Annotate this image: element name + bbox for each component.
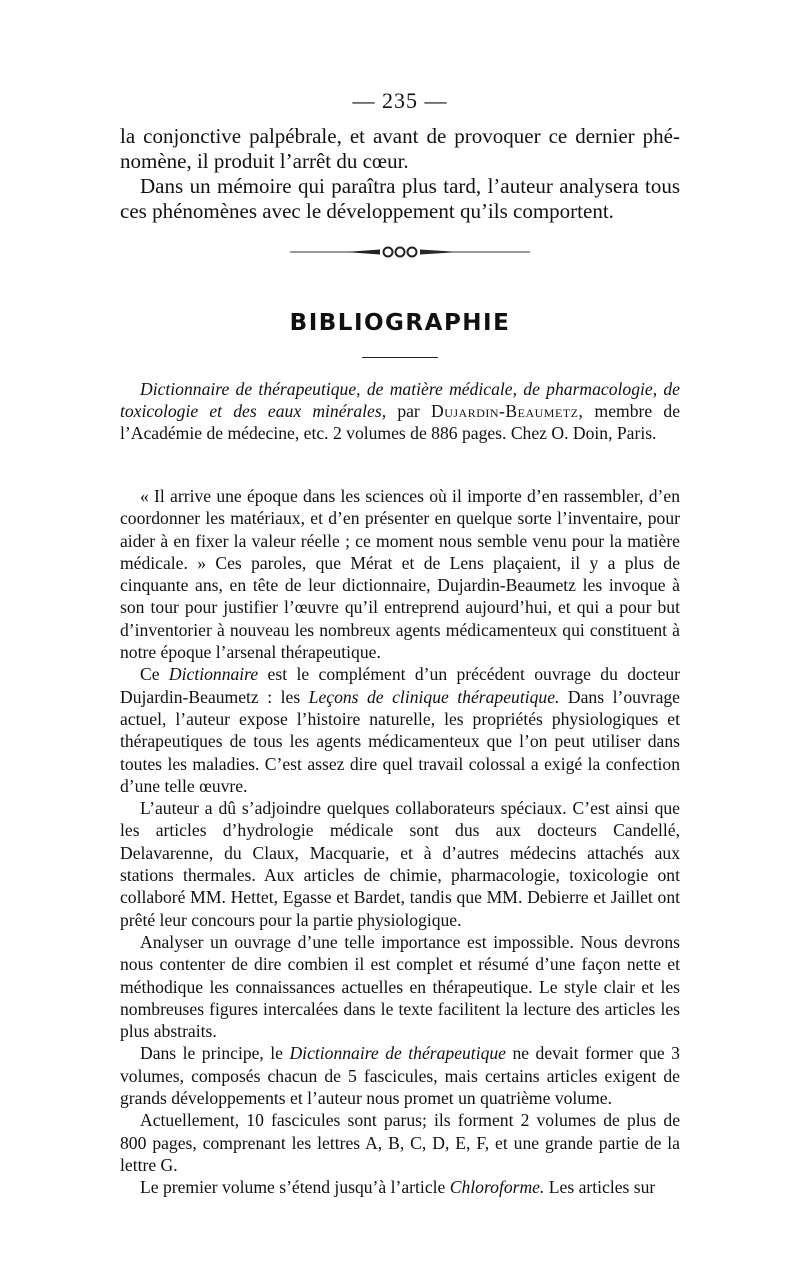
text-run: Dans le principe, le <box>140 1043 290 1064</box>
text-run: Le premier volume s’étend jusqu’à l’article <box>140 1177 450 1198</box>
italic-title-run: Leçons de clinique thérapeutique. <box>308 686 560 707</box>
reference-author: Dujardin-Beaumetz, <box>431 401 584 422</box>
italic-title-run: Chloroforme. <box>449 1177 545 1198</box>
paragraph-3: L’auteur a dû s’adjoindre quelques collaborateurs spéciaux. C’est ainsi que les articles d’hydrologie médicale sont dus aux docteurs Candellé, Delavarenne, du Claux, Macquarie, et à d’autres médecins attachés aux stations thermales. Aux articles de chimie, pharmacologie, toxicologie ont collaboré MM. Hettet, Egasse et Bardet, tandis que MM. Debierre et Jaillet ont prêté leur concours pour la partie physiologique. <box>120 798 680 930</box>
paragraph-4: Analyser un ouvrage d’une telle importance est impossible. Nous devrons nous contenter de dire combien il est complet et résumé d’une façon nette et méthodique les connaissances actuelles en thérapeutique. Le style clair et les nombreuses figures intercalées dans le texte facilitent la lecture des articles les plus abstraits. <box>120 931 680 1042</box>
intro-paragraph-2: Dans un mémoire qui paraîtra plus tard, l’auteur analysera tous ces phénomènes avec le développement qu’ils comportent. <box>120 174 680 223</box>
section-divider-ornament <box>285 240 535 264</box>
page-number: — 235 — <box>352 88 448 113</box>
paragraph-7 <box>120 1176 680 1198</box>
reference-by: par <box>386 401 431 422</box>
section-heading: BIBLIOGRAPHIE <box>289 310 511 336</box>
italic-title-run: Dictionnaire de thérapeutique <box>289 1043 506 1064</box>
bibliographic-reference <box>120 378 680 445</box>
paragraph-6: Actuellement, 10 fascicules sont parus; ils forment 2 volumes de plus de 800 pages, comprenant les lettres A, B, C, D, E, F, et une grande partie de la lettre G. <box>120 1110 680 1175</box>
intro-text <box>120 124 680 224</box>
reference-title: Dictionnaire de thérapeutique, de matière médicale, de pharmacologie, de toxicologie et des eaux minérales, <box>120 379 680 422</box>
intro-paragraph-1: la conjonctive palpébrale, et avant de provoquer ce dernier phé-nomène, il produit l’arrêt du cœur. <box>120 124 680 173</box>
heading-rule <box>362 357 438 358</box>
reference-details: membre de l’Académie de médecine, etc. 2 volumes de 886 pages. Chez O. Doin, Paris. <box>120 401 681 444</box>
paragraph-2 <box>120 663 680 797</box>
paragraph-5 <box>120 1042 680 1109</box>
text-run: Ce <box>140 664 169 685</box>
paragraph-1: « Il arrive une époque dans les sciences où il importe d’en rassembler, d’en coordonner les matériaux, et d’en présenter en quelque sorte l’inventaire, pour aider à en fixer la valeur réelle ; ce moment nous semble venu pour la matière médicale. » Ces paroles, que Mérat et de Lens plaçaient, il y a plus de cinquante ans, en tête de leur dictionnaire, Dujardin-Beaumetz les invoque à son tour pour justifier l’œuvre qu’il entreprend aujourd’hui, et qui a pour but d’inventorier à nouveau les nombreux agents médicamenteux qui constituent à notre époque l’arsenal thérapeutique. <box>120 486 680 663</box>
italic-title-run: Dictionnaire <box>168 664 259 685</box>
text-run: Dans l’ouvrage actuel, l’auteur expose l’histoire naturelle, les propriétés physiologiques et thérapeutiques de tous les agents médicamenteux que l’on peut utiliser dans toutes les maladies. C’est assez dire quel travail colossal a exigé la confection d’une telle œuvre. <box>120 686 680 796</box>
text-run: Les articles sur <box>544 1177 656 1198</box>
text-run: ne devait former que 3 volumes, composés chacun de 5 fascicules, mais certains articles exigent de grands développements et l’auteur nous promet un quatrième volume. <box>120 1043 680 1109</box>
text-run: est le complément d’un précédent ouvrage du docteur Dujardin-Beaumetz : les <box>120 664 680 707</box>
review-body <box>120 485 680 1199</box>
